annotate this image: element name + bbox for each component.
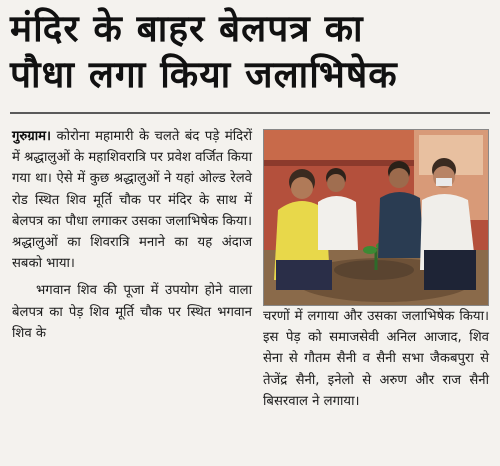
headline xyxy=(10,6,494,98)
paragraph-1-text: कोरोना महामारी के चलते बंद पड़े मंदिरों में श्रद्धालुओं के महाशिवरात्रि पर प्रवेश वर्जित किया गया था। ऐसे में कुछ श्रद्धालुओं ने यहां ओल्ड रेलवे रोड स्थित शिव मूर्ति चौक पर मंदिर के साथ में बेलपत्र का पौधा लगाकर उसका जलाभिषेक किया। श्रद्धालुओं का शिवरात्रि मनाने का यह अंदाज सबको भाया। xyxy=(12,129,252,272)
article-photo xyxy=(263,129,489,306)
headline-divider xyxy=(10,112,490,114)
article-column-left xyxy=(12,126,252,350)
photo-planting-scene xyxy=(264,130,488,305)
headline-line-2: पौधा लगा किया जलाभिषेक xyxy=(10,53,398,96)
dateline: गुरुग्राम। xyxy=(12,129,52,144)
article-column-right xyxy=(263,306,489,412)
paragraph-2: भगवान शिव की पूजा में उपयोग होने वाला बेलपत्र का पेड़ शिव मूर्ति चौक पर स्थित भगवान शिव के xyxy=(12,283,252,341)
paragraph-1 xyxy=(12,126,252,274)
headline-line-1: मंदिर के बाहर बेलपत्र का xyxy=(10,7,364,50)
paragraph-3: चरणों में लगाया और उसका जलाभिषेक किया। इस पेड़ को समाजसेवी अनिल आजाद, शिव सेना से गौतम सैनी व सैनी सभा जैकबपुरा से तेजेंद्र सैनी, इनेलो से अरुण और राज सैनी बिसरवाल ने लगाया। xyxy=(263,309,489,409)
